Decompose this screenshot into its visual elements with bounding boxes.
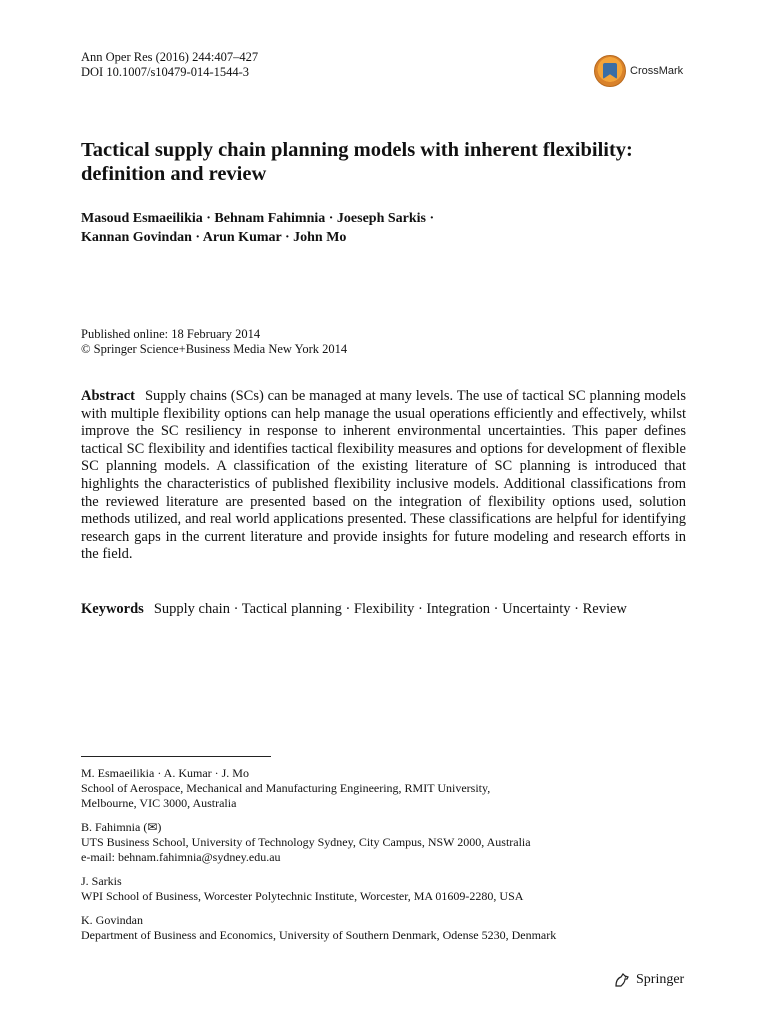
crossmark-badge[interactable] — [594, 55, 683, 87]
footnote-divider — [81, 756, 271, 757]
affiliation-line: Melbourne, VIC 3000, Australia — [81, 796, 237, 810]
affiliation-email[interactable]: e-mail: behnam.fahimnia@sydney.edu.au — [81, 850, 281, 864]
author-line-1: Masoud Esmaeilikia · Behnam Fahimnia · Joeseph Sarkis · — [81, 211, 435, 226]
springer-horse-icon — [613, 972, 631, 988]
doi[interactable]: DOI 10.1007/s10479-014-1544-3 — [81, 65, 250, 79]
keywords-label: Keywords — [81, 601, 144, 617]
author-list — [81, 209, 691, 247]
citation-header — [81, 50, 258, 80]
affiliation-line: Department of Business and Economics, University of Southern Denmark, Odense 5230, Denmark — [81, 928, 557, 942]
publisher-logo — [613, 972, 684, 988]
published-online-date: Published online: 18 February 2014 — [81, 327, 261, 341]
affiliation-line: UTS Business School, University of Technology Sydney, City Campus, NSW 2000, Australia — [81, 835, 531, 849]
journal-citation: Ann Oper Res (2016) 244:407–427 — [81, 50, 259, 64]
affiliation-names: K. Govindan — [81, 913, 143, 927]
affiliation-block — [81, 820, 691, 865]
affiliation-line: School of Aerospace, Mechanical and Manufacturing Engineering, RMIT University, — [81, 781, 491, 795]
affiliation-block — [81, 874, 691, 904]
keywords-section — [81, 600, 686, 618]
publisher-name: Springer — [636, 972, 685, 987]
publication-info — [81, 327, 347, 357]
affiliations — [81, 766, 691, 952]
affiliation-names: B. Fahimnia (✉) — [81, 820, 162, 834]
author-line-2: Kannan Govindan · Arun Kumar · John Mo — [81, 230, 347, 245]
abstract-label: Abstract — [81, 388, 135, 404]
affiliation-names: M. Esmaeilikia · A. Kumar · J. Mo — [81, 766, 249, 780]
crossmark-icon — [594, 55, 626, 87]
abstract-section — [81, 388, 686, 564]
abstract-text: Supply chains (SCs) can be managed at many levels. The use of tactical SC planning models with multiple flexibility options can help manage the usual operations efficiently and effectively, whilst improve the SC resiliency in response to inherent environmental uncertainties. This paper defines tactical SC flexibility and identifies tactical flexibility measures and options for development of flexible SC planning models. A classification of the existing literature of SC planning is introduced that highlights the characteristics of published flexibility inclusive models. Additional classifications from the reviewed literature are presented based on the integration of flexibility options used, solution methods utilized, and real world applications presented. These classifications are helpful for identifying research gaps in the current literature and provide insights for future modeling and research efforts in the field. — [81, 388, 686, 563]
keywords-text: Supply chain · Tactical planning · Flexibility · Integration · Uncertainty · Review — [153, 601, 627, 617]
affiliation-line: WPI School of Business, Worcester Polytechnic Institute, Worcester, MA 01609-2280, USA — [81, 889, 524, 903]
affiliation-block — [81, 766, 691, 811]
affiliation-block — [81, 913, 691, 943]
crossmark-label: CrossMark — [630, 65, 684, 77]
affiliation-names: J. Sarkis — [81, 874, 122, 888]
paper-title: Tactical supply chain planning models with inherent flexibility: definition and review — [81, 139, 633, 185]
copyright-notice: © Springer Science+Business Media New York 2014 — [81, 342, 348, 356]
